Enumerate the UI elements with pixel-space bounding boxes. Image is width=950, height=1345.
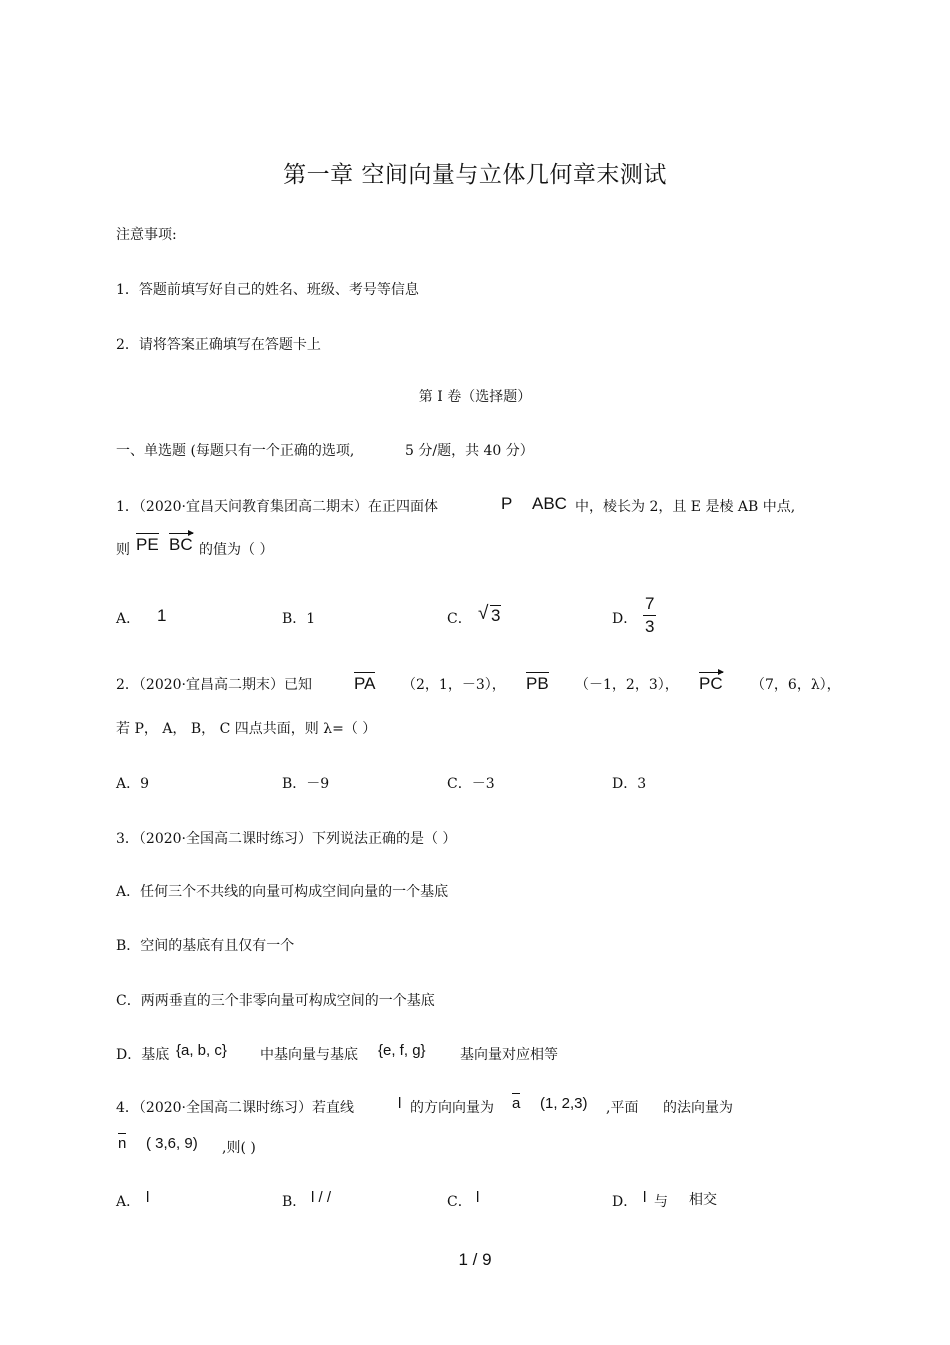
q1-line2-suffix: 的值为（ ） <box>199 542 274 558</box>
q4-option-a-value: l <box>146 1189 150 1206</box>
q1-option-d-fraction: $\frac{7}{3}$ <box>645 594 655 636</box>
q3-stem: 3．（2020·全国高二课时练习）下列说法正确的是（ ） <box>116 831 457 847</box>
q3-option-d-suffix: 基向量对应相等 <box>460 1047 558 1063</box>
q4-vector-a: a <box>512 1095 521 1112</box>
q1-option-a-label: A． <box>116 611 141 627</box>
q1-stem-tail: 中，棱长为 2，且 E 是棱 AB 中点, <box>575 499 796 515</box>
q1-option-d-label: D． <box>612 611 638 627</box>
q4-option-d-line: l <box>643 1189 647 1206</box>
q2-vector-pb: PB <box>526 674 549 693</box>
q3-option-c: C．两两垂直的三个非零向量可构成空间的一个基底 <box>116 993 435 1009</box>
q4-normal-label: 的法向量为 <box>663 1100 733 1116</box>
q2-vector-pa: PA <box>354 674 376 693</box>
q2-option-d: D．3 <box>612 776 647 792</box>
q4-option-d-with: 与 <box>654 1194 668 1210</box>
q1-vector-pe: PE <box>136 535 159 554</box>
q1-stem: 1．（2020·宜昌天问教育集团高二期末）在正四面体 <box>116 499 438 515</box>
q4-option-b-value: l / / <box>311 1189 332 1206</box>
page-title: 第一章 空间向量与立体几何章末测试 <box>283 162 667 188</box>
q4-option-c-label: C． <box>447 1194 472 1210</box>
q2-line2: 若 P， A， B， C 四点共面，则 λ=（ ） <box>116 721 377 737</box>
q4-line-l: l <box>398 1095 402 1112</box>
q1-option-a-value: 1 <box>157 606 167 625</box>
q1-option-c-label: C． <box>447 611 472 627</box>
q2-vector-pa-value: （2，1，－3）， <box>402 677 506 693</box>
q2-vector-pc-value: （7，6，λ）， <box>751 677 841 693</box>
volume-heading: 第 I 卷（选择题） <box>418 389 532 405</box>
notes-heading: 注意事项: <box>116 227 177 243</box>
q2-vector-pc: PC <box>699 674 723 693</box>
q4-option-d-tail: 相交 <box>689 1192 717 1208</box>
q3-option-d-middle: 中基向量与基底 <box>260 1047 358 1063</box>
q1-vector-bc: BC <box>169 535 193 554</box>
section-heading: 一、单选题 (每题只有一个正确的选项, <box>116 443 355 459</box>
q2-option-a: A．9 <box>116 776 150 792</box>
q4-option-b-label: B． <box>282 1194 307 1210</box>
q4-direction-label: 的方向向量为 <box>410 1100 494 1116</box>
q3-option-d-set-abc: {a, b, c} <box>176 1042 227 1059</box>
q3-option-d-set-efg: {e, f, g} <box>378 1042 426 1059</box>
q2-option-b: B．－9 <box>282 776 330 792</box>
q4-plane-label: ,平面 <box>606 1100 639 1116</box>
q4-vector-n-value: ( 3,6, 9) <box>146 1135 198 1152</box>
q3-option-a: A．任何三个不共线的向量可构成空间向量的一个基底 <box>116 884 449 900</box>
q2-option-c: C．－3 <box>447 776 495 792</box>
q4-option-d-label: D． <box>612 1194 638 1210</box>
q4-vector-a-value: (1, 2,3) <box>540 1095 588 1112</box>
q1-option-b: B．1 <box>282 611 316 627</box>
notes-item-2: 2．请将答案正确填写在答题卡上 <box>116 337 321 353</box>
q3-option-b: B．空间的基底有且仅有一个 <box>116 938 295 954</box>
q4-vector-n: n <box>118 1135 127 1152</box>
q4-then: ,则( ) <box>222 1140 256 1156</box>
q1-option-c-value: √ 3 <box>478 605 501 626</box>
section-score: 5 分/题，共 40 分） <box>405 443 534 459</box>
q4-option-a-label: A． <box>116 1194 141 1210</box>
q1-point-p: P <box>501 494 513 513</box>
q2-vector-pb-value: （－1，2，3）， <box>575 677 679 693</box>
q3-option-d-prefix: D．基底 <box>116 1047 170 1063</box>
q4-option-c-value: l <box>476 1189 480 1206</box>
q1-line2-prefix: 则 <box>116 542 130 558</box>
q4-stem: 4．（2020·全国高二课时练习）若直线 <box>116 1100 354 1116</box>
page-number: 1 / 9 <box>458 1250 492 1269</box>
q2-stem: 2．（2020·宜昌高二期末）已知 <box>116 677 312 693</box>
notes-item-1: 1．答题前填写好自己的姓名、班级、考号等信息 <box>116 282 419 298</box>
q1-base-abc: ABC <box>532 494 567 513</box>
